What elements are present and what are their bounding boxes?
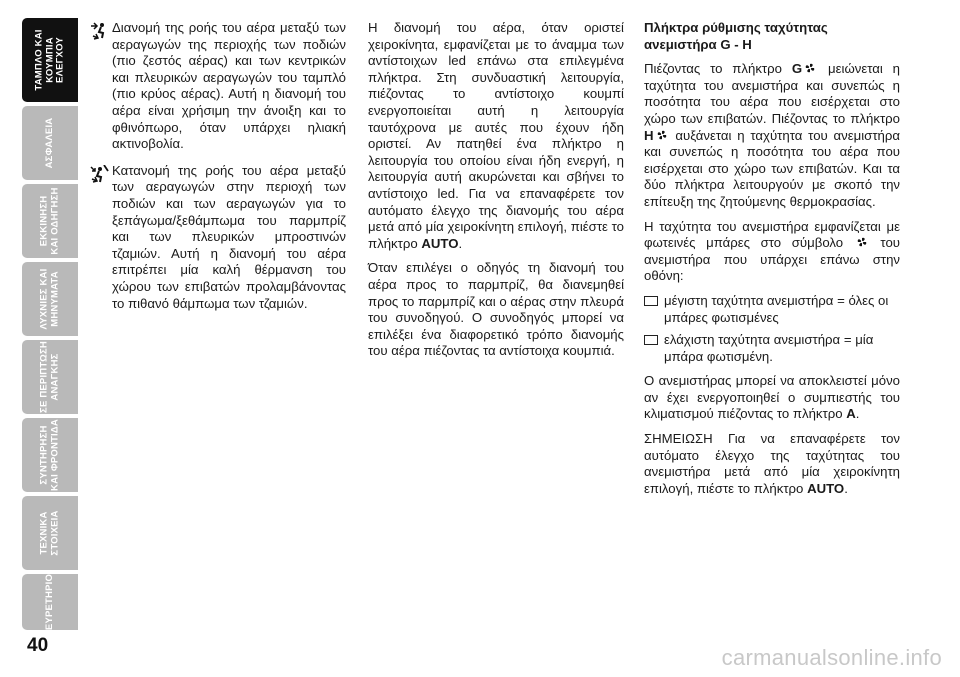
tab-safety[interactable] xyxy=(22,106,78,180)
tab-starting-driving[interactable] xyxy=(22,184,78,258)
paragraph-fan-display xyxy=(644,219,900,285)
paragraph-text: Πιέζοντας το πλήκτρο xyxy=(644,61,782,77)
air-feet-windscreen-icon xyxy=(90,165,112,183)
paragraph-text: Η διανομή του αέρα, όταν οριστεί χειροκίνητα, εμφανίζεται με το άναμμα των αντίστοιχων led επάνω στα επιλεγμένα πλήκτρα. Στη συνδυαστική λειτουργία, πιέζοντας το αντίστοιχο κουμπί ενεργοποιείται αυτή η λειτουργία ταυτόχρονα με αυτές που έχουν ήδη οριστεί. Αν πατηθεί ένα πλήκτρο η λειτουργία του οποίου είναι ήδη ενεργή, η λειτουργία αυτή ακυρώνεται και σβήνει το αντίστοιχο led. Για να επαναφέρετε τον αυτόματο έλεγχο της διανομής του αέρα μετά από μία χειροκίνητη επιλογή, πιέστε το πλήκτρο xyxy=(368,20,624,251)
list-item-text: μέγιστη ταχύτητα ανεμιστήρα = όλες οι μπάρες φωτισμένες xyxy=(664,292,889,325)
paragraph-feet-center-vents xyxy=(90,20,346,153)
auto-key-label: AUTO xyxy=(421,235,459,251)
tab-label: ΛΥΧΝΙΕΣ ΚΑΙ ΜΗΝΥΜΑΤΑ xyxy=(38,268,60,330)
paragraph-text: Διανομή της ροής του αέρα μεταξύ των αεραγωγών της περιοχής των ποδιών (πιο ζεστός αέρας) και των κεντρικών και πλευρικών αεραγωγών του ταμπλό (πιο κρύος αέρας). Αυτή η διανομή του αέρα είναι χρήσιμη την άνοιξη και το φθινόπωρο, όταν υπάρχει ηλιακή ακτινοβολία. xyxy=(112,20,346,152)
list-item xyxy=(644,293,900,326)
tab-technical-data[interactable] xyxy=(22,496,78,570)
paragraph-end: . xyxy=(855,406,860,422)
list-item-text: ελάχιστη ταχύτητα ανεμιστήρα = μία μπάρα φωτισμένη. xyxy=(664,332,874,364)
key-h-label: H xyxy=(644,127,654,143)
paragraph-text: Η ταχύτητα του ανεμιστήρα εμφανίζεται με φωτεινές μπάρες στο σύμβολο xyxy=(644,218,900,251)
text-column-2 xyxy=(368,20,624,368)
paragraph-text: Κατανομή της ροής του αέρα μεταξύ των αεραγωγών στην περιοχή των ποδιών και των αεραγωγών για το ξεπάγωμα/ξεθάμπωμα του παρμπρίζ και των πλευρικών μπροστινών τζαμιών. Αυτή η διανομή του αέρα επιτρέπει μία καλή θέρμανση του χώρου των επιβατών προλαμβάνοντας το πιθανό θάμπωμα των τζαμιών. xyxy=(112,162,346,311)
fan-icon xyxy=(856,236,868,248)
heading-line: Πλήκτρα ρύθμισης ταχύτητας xyxy=(644,20,828,35)
page-number: 40 xyxy=(27,635,49,656)
fan-icon xyxy=(656,129,668,141)
key-a-label: A xyxy=(846,406,856,422)
tab-warning-lights[interactable] xyxy=(22,262,78,336)
paragraph-text: ΣΗΜΕΙΩΣΗ Για να επαναφέρετε τον αυτόματο έλεγχο της ταχύτητας του ανεμιστήρα μετά από μία χειροκίνητη επιλογή, πιέστε το πλήκτρο xyxy=(644,431,900,496)
watermark: carmanualsonline.info xyxy=(721,645,942,670)
section-heading xyxy=(644,20,900,53)
tab-label: ΕΥΡΕΤΗΡΙΟ xyxy=(43,574,55,630)
paragraph-fan-exclusion xyxy=(644,373,900,423)
tab-label: ΣΥΝΤΗΡΗΣΗ ΚΑΙ ΦΡΟΝΤΙΔΑ xyxy=(38,419,60,491)
paragraph-text: του ανεμιστήρα που υπάρχει επάνω στην οθόνη: xyxy=(644,235,900,284)
text-column-3 xyxy=(644,20,900,505)
fan-icon xyxy=(804,62,816,74)
tab-index[interactable] xyxy=(22,574,78,630)
paragraph-note xyxy=(644,431,900,497)
list-item xyxy=(644,332,900,365)
paragraph-end: . xyxy=(844,480,848,496)
tab-emergency[interactable] xyxy=(22,340,78,414)
tab-label: ΑΣΦΑΛΕΙΑ xyxy=(43,117,55,169)
paragraph-text: αυξάνεται η ταχύτητα του ανεμιστήρα και συνεπώς η ποσότητα του αέρα που εισέρχεται στο χώρο των επιβατών. Και τα δύο πλήκτρα λειτουργούν με σκοπό την επίτευξη της ζητούμενης θερμοκρασίας. xyxy=(644,127,900,209)
tab-label: ΕΚΚΙΝΗΣΗ ΚΑΙ ΟΔΗΓΗΣΗ xyxy=(38,187,60,255)
auto-key-label: AUTO xyxy=(807,480,845,496)
tab-maintenance[interactable] xyxy=(22,418,78,492)
tab-label: ΣΕ ΠΕΡΙΠΤΩΣΗ ΑΝΑΓΚΗΣ xyxy=(38,341,60,413)
paragraph-windscreen-passenger: Όταν επιλέγει ο οδηγός τη διανομή του αέρα προς το παρμπρίζ, θα διανεμηθεί προς το παρμπρίζ και ο αέρας στην πλευρά του συνοδηγού. Ο συνοδηγός μπορεί να επιλέξει ένα διαφορετικό τρόπο διανομής του αέρα πιέζοντας τα αντίστοιχα κουμπιά. xyxy=(368,260,624,359)
paragraph-fan-keys xyxy=(644,61,900,210)
key-g-label: G xyxy=(791,61,803,77)
paragraph-text: Ο ανεμιστήρας μπορεί να αποκλειστεί μόνο αν έχει ενεργοποιηθεί ο συμπιεστής του κλιματισμού πιέζοντας το πλήκτρο xyxy=(644,373,900,422)
text-column-1 xyxy=(90,20,346,322)
bullet-box-icon xyxy=(644,296,658,306)
heading-line: ανεμιστήρα G - H xyxy=(644,36,752,52)
chapter-tab-strip xyxy=(0,0,80,677)
tab-label: ΤΕΧΝΙΚΑ ΣΤΟΙΧΕΙΑ xyxy=(38,510,60,556)
air-feet-center-vents-icon xyxy=(90,22,112,40)
paragraph-end: . xyxy=(458,235,463,251)
tab-label: ΤΑΜΠΛΟ ΚΑΙ ΚΟΥΜΠΙΑ ΕΛΕΓΧΟΥ xyxy=(33,29,66,91)
paragraph-text: μειώνεται η ταχύτητα του ανεμιστήρα και συνεπώς η ποσότητα του αέρα που εισέρχεται στο χώρο των επιβατών. Πιέζοντας το πλήκτρο xyxy=(644,61,900,126)
tab-dashboard-controls[interactable] xyxy=(22,18,78,102)
paragraph-feet-windscreen xyxy=(90,163,346,312)
paragraph-manual-distribution xyxy=(368,20,624,252)
bullet-box-icon xyxy=(644,335,658,345)
